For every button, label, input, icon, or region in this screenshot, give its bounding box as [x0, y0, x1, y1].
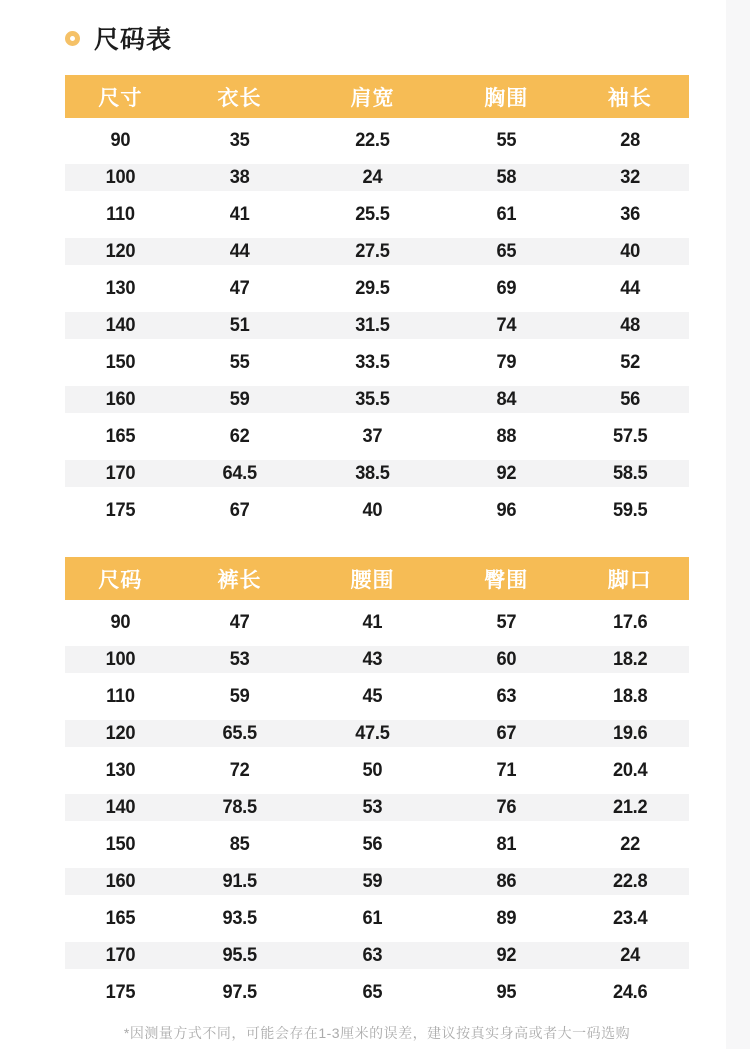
table-cell: 51	[229, 314, 250, 336]
table-row	[65, 683, 689, 710]
table-cell: 60	[496, 648, 517, 670]
table-cell: 88	[496, 425, 517, 447]
column-header: 臀围	[484, 568, 529, 592]
size-table-pants	[65, 557, 689, 1006]
table-cell: 96	[496, 499, 517, 521]
table-row	[65, 386, 689, 413]
table-cell: 47	[229, 277, 250, 299]
table-cell: 19.6	[612, 722, 647, 744]
table-cell: 150	[105, 351, 136, 373]
table-cell: 40	[362, 499, 383, 521]
table-cell: 100	[105, 648, 136, 670]
table-cell: 130	[105, 277, 136, 299]
table-cell: 38	[229, 166, 250, 188]
table-cell: 55	[229, 351, 250, 373]
table-cell: 170	[105, 462, 136, 484]
table-cell: 47	[229, 611, 250, 633]
table-cell: 140	[105, 796, 136, 818]
table-cell: 65	[496, 240, 517, 262]
table-cell: 57	[496, 611, 517, 633]
size-tables-container	[65, 75, 689, 1006]
table-cell: 56	[362, 833, 383, 855]
table-cell: 61	[362, 907, 383, 929]
table-cell: 160	[105, 870, 136, 892]
table-row	[65, 757, 689, 784]
table-cell: 18.8	[612, 685, 647, 707]
table-row	[65, 275, 689, 302]
table-cell: 71	[496, 759, 517, 781]
table-row	[65, 349, 689, 376]
table-cell: 61	[496, 203, 517, 225]
column-header: 尺寸	[98, 86, 143, 110]
table-cell: 25.5	[355, 203, 390, 225]
table-cell: 100	[105, 166, 136, 188]
table-cell: 55	[496, 129, 517, 151]
table-header-row	[65, 557, 689, 600]
column-header: 胸围	[484, 86, 529, 110]
table-cell: 48	[619, 314, 640, 336]
table-cell: 21.2	[612, 796, 647, 818]
table-row	[65, 942, 689, 969]
table-cell: 85	[229, 833, 250, 855]
table-cell: 35.5	[355, 388, 390, 410]
table-cell: 175	[105, 981, 136, 1003]
table-cell: 59	[229, 685, 250, 707]
table-cell: 22.5	[355, 129, 390, 151]
table-cell: 165	[105, 425, 136, 447]
table-row	[65, 497, 689, 524]
table-cell: 59	[229, 388, 250, 410]
table-cell: 84	[496, 388, 517, 410]
table-cell: 140	[105, 314, 136, 336]
column-header: 袖长	[607, 86, 652, 110]
table-row	[65, 201, 689, 228]
section-header	[65, 25, 689, 54]
table-cell: 28	[619, 129, 640, 151]
table-cell: 160	[105, 388, 136, 410]
table-header-row	[65, 75, 689, 118]
table-cell: 56	[619, 388, 640, 410]
table-row	[65, 312, 689, 339]
table-cell: 32	[619, 166, 640, 188]
column-header: 肩宽	[350, 86, 395, 110]
table-cell: 86	[496, 870, 517, 892]
table-cell: 41	[362, 611, 383, 633]
column-header: 腰围	[350, 568, 395, 592]
ring-bullet-icon	[65, 31, 80, 46]
table-cell: 29.5	[355, 277, 390, 299]
table-row	[65, 979, 689, 1006]
table-cell: 17.6	[612, 611, 647, 633]
table-row	[65, 164, 689, 191]
table-cell: 41	[229, 203, 250, 225]
table-cell: 97.5	[222, 981, 257, 1003]
table-cell: 110	[106, 685, 135, 707]
table-cell: 62	[229, 425, 250, 447]
table-cell: 67	[496, 722, 517, 744]
table-row	[65, 794, 689, 821]
table-cell: 45	[362, 685, 383, 707]
table-row	[65, 609, 689, 636]
table-cell: 57.5	[612, 425, 647, 447]
column-header: 尺码	[98, 568, 143, 592]
table-cell: 78.5	[222, 796, 257, 818]
table-row	[65, 905, 689, 932]
table-cell: 65	[362, 981, 383, 1003]
table-cell: 81	[496, 833, 517, 855]
table-cell: 36	[619, 203, 640, 225]
table-cell: 65.5	[222, 722, 257, 744]
table-cell: 52	[619, 351, 640, 373]
table-cell: 90	[110, 129, 131, 151]
table-row	[65, 868, 689, 895]
table-row	[65, 831, 689, 858]
table-cell: 50	[362, 759, 383, 781]
table-cell: 43	[362, 648, 383, 670]
table-row	[65, 423, 689, 450]
table-cell: 79	[496, 351, 517, 373]
table-cell: 91.5	[222, 870, 257, 892]
table-cell: 120	[105, 240, 136, 262]
table-cell: 89	[496, 907, 517, 929]
table-cell: 53	[362, 796, 383, 818]
right-gutter	[726, 0, 750, 1049]
table-cell: 20.4	[612, 759, 647, 781]
table-cell: 120	[105, 722, 136, 744]
table-cell: 76	[496, 796, 517, 818]
table-cell: 63	[496, 685, 517, 707]
table-cell: 130	[105, 759, 136, 781]
column-header: 衣长	[217, 86, 262, 110]
table-cell: 22.8	[612, 870, 647, 892]
table-row	[65, 646, 689, 673]
table-cell: 59	[362, 870, 383, 892]
table-cell: 24	[362, 166, 383, 188]
table-cell: 67	[229, 499, 250, 521]
table-row	[65, 127, 689, 154]
table-cell: 24	[619, 944, 640, 966]
table-cell: 22	[619, 833, 640, 855]
table-cell: 24.6	[612, 981, 647, 1003]
table-row	[65, 238, 689, 265]
table-cell: 37	[362, 425, 383, 447]
table-cell: 35	[229, 129, 250, 151]
table-cell: 92	[496, 462, 517, 484]
table-cell: 93.5	[222, 907, 257, 929]
table-cell: 92	[496, 944, 517, 966]
measurement-disclaimer: *因测量方式不同，可能会存在1-3厘米的误差，建议按真实身高或者大一码选购	[123, 1025, 631, 1041]
table-cell: 74	[496, 314, 517, 336]
table-row	[65, 720, 689, 747]
table-cell: 38.5	[355, 462, 390, 484]
table-cell: 27.5	[355, 240, 390, 262]
table-cell: 64.5	[222, 462, 257, 484]
table-cell: 170	[105, 944, 136, 966]
table-cell: 47.5	[355, 722, 390, 744]
table-cell: 72	[229, 759, 250, 781]
table-cell: 40	[619, 240, 640, 262]
page-title: 尺码表	[94, 26, 173, 54]
table-row	[65, 460, 689, 487]
table-cell: 165	[105, 907, 136, 929]
table-cell: 23.4	[612, 907, 647, 929]
table-cell: 110	[106, 203, 135, 225]
table-cell: 90	[110, 611, 131, 633]
table-cell: 58	[496, 166, 517, 188]
column-header: 裤长	[217, 568, 262, 592]
table-cell: 175	[105, 499, 136, 521]
table-cell: 59.5	[612, 499, 647, 521]
table-cell: 69	[496, 277, 517, 299]
table-cell: 18.2	[612, 648, 647, 670]
table-cell: 95.5	[222, 944, 257, 966]
table-cell: 33.5	[355, 351, 390, 373]
size-table-tops	[65, 75, 689, 524]
table-cell: 58.5	[612, 462, 647, 484]
table-cell: 150	[105, 833, 136, 855]
table-cell: 44	[619, 277, 640, 299]
table-cell: 31.5	[355, 314, 390, 336]
table-cell: 53	[229, 648, 250, 670]
table-cell: 44	[229, 240, 250, 262]
table-cell: 95	[496, 981, 517, 1003]
table-cell: 63	[362, 944, 383, 966]
column-header: 脚口	[607, 568, 652, 592]
